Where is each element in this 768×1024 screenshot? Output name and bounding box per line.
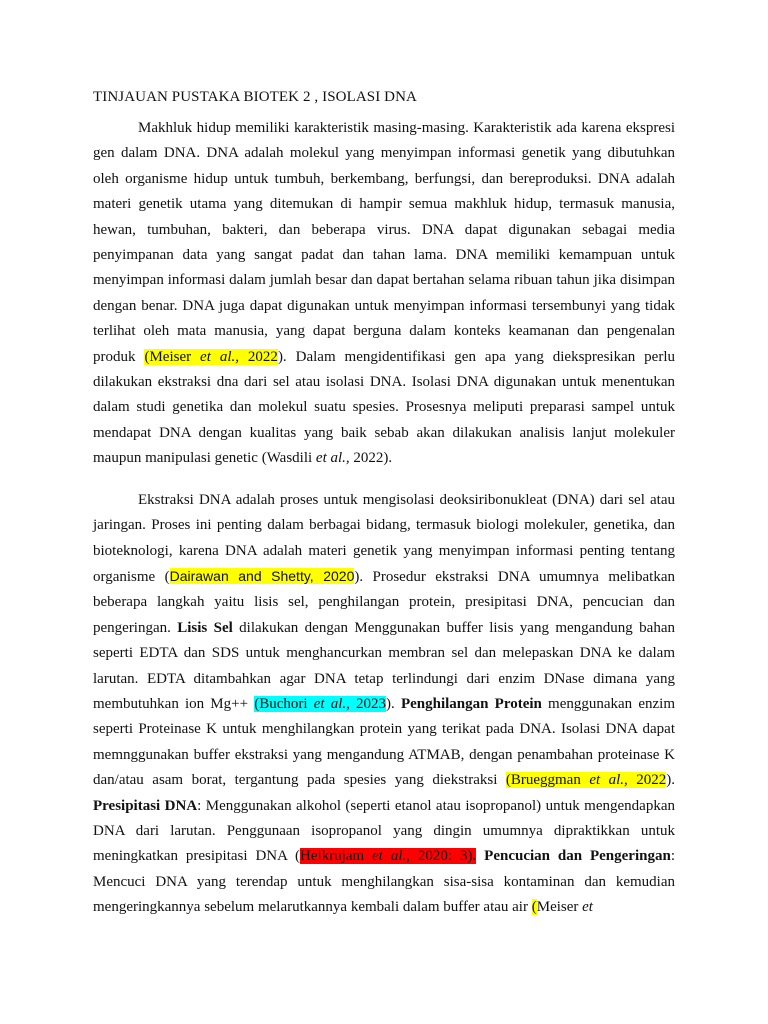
p1-text-1: Makhluk hidup memiliki karakteristik masing-masing. Karakteristik ada karena ekspresi gen dalam DNA. DNA adalah molekul yang menyimpan informasi genetik yang dibutuhkan oleh organisme hidup untuk tumbuh, berkembang, berfungsi, dan bereproduksi. DNA adalah materi genetik utama yang ditemukan di hampir semua makhluk hidup, termasuk manusia, hewan, tumbuhan, bakteri, dan beberapa virus. DNA dapat digunakan sebagai media penyimpanan data yang sangat padat dan tahan lama. DNA memiliki kemampuan untuk menyimpan informasi dalam jumlah besar dan dapat bertahan selama ribuan tahun jika disimpan dengan benar. DNA juga dapat digunakan untuk menyimpan informasi tersembunyi yang tidak terlihat oleh mata manusia, yang dapat berguna dalam konteks keamanan dan pengenalan produk: [93, 120, 675, 365]
citation-author: (Meiser: [144, 348, 201, 365]
p1-etal: et al.,: [315, 450, 350, 467]
paragraph-1: [93, 116, 675, 472]
p1-text-3: 2022).: [349, 450, 393, 467]
citation-year: 2022: [238, 348, 278, 365]
heading-pencucian-pengeringan: Pencucian dan Pengeringan: [484, 848, 671, 865]
citation-author: (Buchori: [254, 695, 314, 712]
p2-text-6: ).: [666, 772, 676, 789]
p1-text-2: ). Dalam mengidentifikasi gen apa yang diekspresikan perlu dilakukan ekstraksi dna dari sel atau isolasi DNA. Isolasi DNA digunakan untuk menentukan dalam studi genetika dan molekul suatu spesies. Prosesnya meliputi preparasi sampel untuk mendapat DNA dengan kualitas yang baik sebab akan dilakukan analisis lanjut molekuler maupun manipulasi genetic (Wasdili: [93, 348, 676, 467]
p2-text-4: ).: [386, 695, 401, 712]
citation-author: (Brueggman: [505, 772, 590, 789]
p2-text-3: dilakukan dengan Menggunakan buffer lisis yang mengandung bahan seperti EDTA dan SDS untuk menghancurkan membran sel dan melepaskan DNA ke dalam larutan. EDTA ditambahkan agar DNA tetap terlindungi dari enzim DNase dimana yang membutuhkan ion Mg++: [93, 619, 675, 712]
citation-brueggman-2022: [506, 772, 666, 788]
heading-lisis-sel: Lisis Sel: [177, 619, 233, 636]
citation-meiser-trailing: Meiser: [536, 899, 583, 916]
document-title: TINJAUAN PUSTAKA BIOTEK 2 , ISOLASI DNA: [93, 89, 417, 105]
citation-bracket: (: [531, 899, 537, 916]
citation-author: Heikrujam: [300, 848, 373, 865]
p2-text-5: menggunakan enzim seperti Proteinase K untuk menghilangkan protein yang terikat pada DNA. Isolasi DNA dapat memnggunakan buffer ekstraksi yang mengandung ATMAB, dengan penambahan proteinase K dan/atau asam borat, tergantung pada spesies yang diekstraksi: [93, 695, 675, 789]
citation-meiser-2022: [144, 349, 277, 365]
citation-etal: et al.,: [372, 848, 410, 865]
p2-text-9: : Mencuci DNA yang terendap untuk menghilangkan sisa-sisa kontaminan dan kemudian mengeringkannya sebelum melarutkannya kembali dalam buffer atau air: [93, 848, 675, 916]
citation-etal: et al.,: [589, 772, 628, 789]
citation-year: 2020: 3).: [410, 848, 477, 865]
citation-dairawan-2020: Dairawan and Shetty, 2020: [169, 567, 355, 584]
citation-etal: et al.,: [200, 348, 239, 365]
citation-year: 2023: [349, 695, 387, 712]
citation-year: 2022: [627, 772, 667, 789]
heading-presipitasi-dna: Presipitasi DNA: [93, 797, 198, 814]
paragraph-2: [93, 488, 675, 921]
p2-text-2: ). Prosedur ekstraksi DNA umumnya melibatkan beberapa langkah yaitu lisis sel, penghilangan protein, presipitasi DNA, pencucian dan pengeringan.: [93, 568, 675, 636]
p2-text-1: Ekstraksi DNA adalah proses untuk mengisolasi deoksiribonukleat (DNA) dari sel atau jaringan. Proses ini penting dalam berbagai bidang, termasuk biologi molekuler, genetika, dan bioteknologi, karena DNA adalah materi genetik yang menyimpan informasi penting tentang organisme (: [93, 491, 675, 585]
p2-text-8: [476, 848, 484, 864]
citation-et-trailing: et: [582, 899, 593, 916]
citation-heikrujam-2020: [300, 848, 476, 864]
citation-buchori-2023: [254, 696, 386, 712]
heading-penghilangan-protein: Penghilangan Protein: [400, 695, 542, 712]
p2-text-7: : Menggunakan alkohol (seperti etanol atau isopropanol) untuk mengendapkan DNA dari larutan. Penggunaan isopropanol yang dingin umumnya dipraktikkan untuk meningkatkan presipitasi DNA (: [93, 797, 675, 865]
citation-etal: et al.,: [313, 695, 350, 712]
